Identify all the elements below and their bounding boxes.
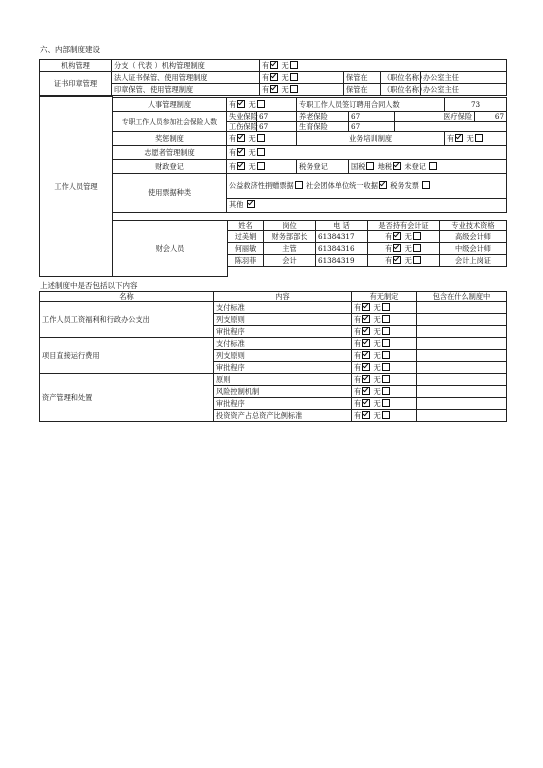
checkbox[interactable] xyxy=(475,134,483,142)
row-item: 分支（ 代表 ）机构管理制度 xyxy=(112,60,260,72)
header-name: 姓名 xyxy=(228,221,264,231)
table-row: 审批程序 有 无 xyxy=(40,398,507,410)
checkbox-checked[interactable] xyxy=(362,387,370,395)
checkbox-checked[interactable] xyxy=(362,315,370,323)
insurance-value: 67 xyxy=(349,122,395,132)
table-row: 工作人员工资福利和行政办公支出 支付标准 有 无 xyxy=(40,302,507,314)
insurance-value: 67 xyxy=(257,122,297,132)
checkbox-checked[interactable] xyxy=(379,181,387,189)
accountant-label: 财会人员 xyxy=(155,243,185,253)
checkbox[interactable] xyxy=(382,399,390,407)
table-row: 过美娟 财务部部长 61384317 有 无 高级会计师 xyxy=(228,231,507,243)
insurance-type: 生育保险 xyxy=(297,122,349,132)
checkbox-checked[interactable] xyxy=(362,327,370,335)
staff-management-label-cell xyxy=(39,96,113,277)
table-row: 列支原则 有 无 xyxy=(40,350,507,362)
checkbox-checked[interactable] xyxy=(362,351,370,359)
accountant-table xyxy=(227,220,507,267)
group-name: 工作人员工资福利和行政办公支出 xyxy=(40,302,214,338)
reward-label: 奖惩制度 xyxy=(113,132,227,146)
checkbox-checked[interactable] xyxy=(362,339,370,347)
table-row: 投资资产占总资产比例标准 有 无 xyxy=(40,410,507,422)
insurance-type: 养老保险 xyxy=(297,112,349,122)
checkbox[interactable] xyxy=(382,315,390,323)
checkbox-checked[interactable] xyxy=(270,73,278,81)
insurance-value: 67 xyxy=(475,112,507,122)
insurance-value: 67 xyxy=(349,112,395,122)
bill-label: 使用票据种类 xyxy=(113,174,227,213)
checkbox-checked[interactable] xyxy=(393,256,401,264)
checkbox-checked[interactable] xyxy=(237,148,245,156)
checkbox-checked[interactable] xyxy=(247,200,255,208)
checkbox-checked[interactable] xyxy=(393,162,401,170)
checkbox[interactable] xyxy=(257,134,265,142)
section-title: 六、内部制度建设 xyxy=(40,45,100,54)
insurance-label: 专职工作人员参加社会保险人数 xyxy=(113,112,227,132)
checkbox-checked[interactable] xyxy=(362,399,370,407)
checkbox[interactable] xyxy=(413,244,421,252)
group-name: 项目直接运行费用 xyxy=(40,338,214,374)
table-row: 何丽敏 主管 61384316 有 无 中级会计师 xyxy=(228,243,507,255)
insurance-value: 67 xyxy=(257,112,297,122)
keeper-label: 保管在 xyxy=(344,72,381,84)
checkbox-checked[interactable] xyxy=(362,411,370,419)
keeper-value: 办公室主任 xyxy=(421,72,507,84)
policy-content-table xyxy=(39,291,507,422)
volunteer-label: 志愿者管理制度 xyxy=(113,146,227,160)
org-management-table: 机构管理 分支（ 代表 ）机构管理制度 有 无 证书印章管理 法人证书保管、使用管理制度 有 无 保管在 （职位名称） 办公室主任 印章保管、使用管理制度 有 无 保管在 （职位名称） 办公室主任 xyxy=(39,59,507,96)
checkbox-checked[interactable] xyxy=(237,100,245,108)
checkbox-checked[interactable] xyxy=(270,61,278,69)
contract-label: 专职工作人员签订聘用合同人数 xyxy=(297,98,445,112)
keeper-label: 保管在 xyxy=(344,84,381,96)
checkbox[interactable] xyxy=(290,73,298,81)
train-label: 业务培训制度 xyxy=(297,132,445,146)
checkbox-checked[interactable] xyxy=(362,375,370,383)
sub-title: 上述制度中是否包括以下内容 xyxy=(40,281,138,290)
checkbox-checked[interactable] xyxy=(270,85,278,93)
header-tel: 电 话 xyxy=(316,221,368,231)
checkbox-checked[interactable] xyxy=(393,244,401,252)
checkbox-checked[interactable] xyxy=(362,303,370,311)
header-exists: 有无制定 xyxy=(352,292,417,302)
accountant-label-cell xyxy=(112,220,228,277)
header-post: 岗位 xyxy=(264,221,316,231)
staff-management-table: 人事管理制度 有 无 专职工作人员签订聘用合同人数 73 专职工作人员参加社会保险人数 失业保险 67 养老保险 67 医疗保险 67 工伤保险 67 生育保险 67 奖惩制度 有 无 业务培训制度 有 无 志愿者管理制度 有 无 财政登记 有 无 税务登记 国税 地税 未登记 使用票据种类 公益救济性捐赠票据 社会团体单位统一收据 税务发票 其他 xyxy=(112,97,507,213)
row-name: 证书印章管理 xyxy=(40,72,112,96)
checkbox[interactable] xyxy=(413,232,421,240)
checkbox[interactable] xyxy=(257,100,265,108)
row-name: 机构管理 xyxy=(40,60,112,72)
checkbox[interactable] xyxy=(382,351,390,359)
checkbox[interactable] xyxy=(413,256,421,264)
checkbox-checked[interactable] xyxy=(237,162,245,170)
checkbox[interactable] xyxy=(290,61,298,69)
checkbox[interactable] xyxy=(382,303,390,311)
checkbox[interactable] xyxy=(382,327,390,335)
checkbox-checked[interactable] xyxy=(455,134,463,142)
table-row: 审批程序 有 无 xyxy=(40,326,507,338)
checkbox[interactable] xyxy=(366,162,374,170)
checkbox-checked[interactable] xyxy=(362,363,370,371)
checkbox[interactable] xyxy=(295,181,303,189)
role-label: （职位名称） xyxy=(381,72,421,84)
hr-label: 人事管理制度 xyxy=(113,98,227,112)
insurance-type: 工伤保险 xyxy=(227,122,257,132)
table-row: 审批程序 有 无 xyxy=(40,362,507,374)
table-row: 资产管理和处置 原则 有 无 xyxy=(40,374,507,386)
checkbox-checked[interactable] xyxy=(393,232,401,240)
header-content: 内容 xyxy=(214,292,352,302)
role-label: （职位名称） xyxy=(381,84,421,96)
group-name: 资产管理和处置 xyxy=(40,374,214,422)
table-row: 列支原则 有 无 xyxy=(40,314,507,326)
keeper-value: 办公室主任 xyxy=(421,84,507,96)
header-policy: 包含在什么制度中 xyxy=(417,292,507,302)
checkbox[interactable] xyxy=(429,162,437,170)
checkbox[interactable] xyxy=(382,411,390,419)
header-name: 名称 xyxy=(40,292,214,302)
checkbox[interactable] xyxy=(382,387,390,395)
checkbox[interactable] xyxy=(257,148,265,156)
table-row: 陈羽菲 会计 61384319 有 无 会计上岗证 xyxy=(228,255,507,267)
tax-label: 税务登记 xyxy=(297,160,349,174)
table-row: 项目直接运行费用 支付标准 有 无 xyxy=(40,338,507,350)
checkbox[interactable] xyxy=(382,363,390,371)
finance-label: 财政登记 xyxy=(113,160,227,174)
checkbox[interactable] xyxy=(257,162,265,170)
header-cert: 是否持有会计证 xyxy=(368,221,440,231)
checkbox[interactable] xyxy=(382,375,390,383)
insurance-type: 失业保险 xyxy=(227,112,257,122)
checkbox[interactable] xyxy=(382,339,390,347)
row-item: 印章保管、使用管理制度 xyxy=(112,84,260,96)
header-qual: 专业技术资格 xyxy=(440,221,507,231)
row-item: 法人证书保管、使用管理制度 xyxy=(112,72,260,84)
checkbox-checked[interactable] xyxy=(237,134,245,142)
table-row: 风险控制机制 有 无 xyxy=(40,386,507,398)
staff-management-label: 工作人员管理 xyxy=(54,181,98,191)
insurance-type: 医疗保险 xyxy=(395,112,475,122)
checkbox[interactable] xyxy=(290,85,298,93)
contract-value: 73 xyxy=(445,98,507,112)
checkbox[interactable] xyxy=(422,181,430,189)
